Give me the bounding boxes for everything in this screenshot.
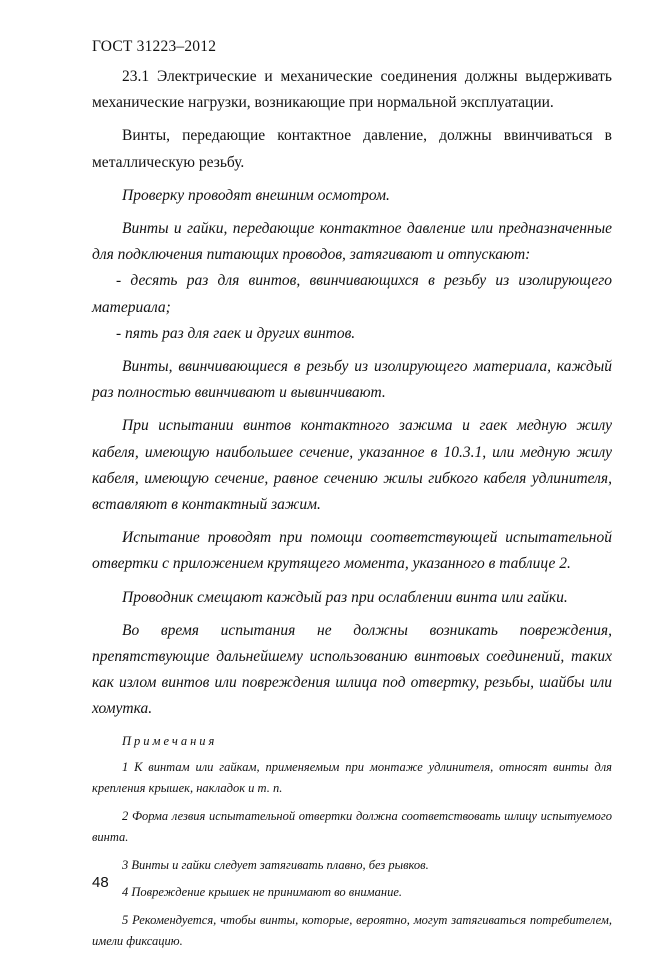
paragraph-conductor-shift: Проводник смещают каждый раз при ослаблении винта или гайки. — [122, 588, 568, 606]
paragraph-23-1: 23.1 Электрические и механические соединения должны выдерживать механические нагрузки, возникающие при нормальной эксплуатации. — [92, 68, 612, 112]
page-number: 48 — [92, 874, 109, 891]
note-item: 2 Форма лезвия испытательной отвертки должна соответствовать шлицу испытуемого винта. — [92, 808, 612, 845]
standard-code-header: ГОСТ 31223–2012 — [92, 38, 217, 55]
paragraph-cable-core: При испытании винтов контактного зажима и гаек медную жилу кабеля, имеющую наибольшее сечение, указанное в 10.3.1, или медную жилу кабеля, имеющую сечение, равное сечению жилы гибкого кабеля удлинителя, вставляют в контактный зажим. — [92, 417, 612, 514]
paragraph-metal-thread: Винты, передающие контактное давление, должны ввинчиваться в металлическую резьбу. — [92, 127, 612, 171]
paragraph-no-damage: Во время испытания не должны возникать повреждения, препятствующие дальнейшему использованию винтовых соединений, таких как излом винтов или повреждения шлица под отвертку, резьбы, шайбы или хомутка. — [92, 621, 612, 718]
note-item: 4 Повреждение крышек не принимают во внимание. — [122, 885, 402, 900]
list-item-five-times: - пять раз для гаек и других винтов. — [116, 324, 356, 342]
document-body — [92, 64, 612, 953]
paragraph-fully-screwed: Винты, ввинчивающиеся в резьбу из изолирующего материала, каждый раз полностью ввинчивают и вывинчивают. — [92, 358, 612, 402]
note-item: 5 Рекомендуется, чтобы винты, которые, вероятно, могут затягиваться потребителем, имели фиксацию. — [92, 912, 612, 949]
list-item-ten-times: - десять раз для винтов, ввинчивающихся в резьбу из изолирующего материала; — [92, 272, 612, 316]
note-item: 1 К винтам или гайкам, применяемым при монтаже удлинителя, относят винты для крепления крышек, накладок и т. п. — [92, 759, 612, 796]
paragraph-inspection: Проверку проводят внешним осмотром. — [122, 186, 390, 204]
notes-title: Примечания — [122, 733, 218, 748]
note-item: 3 Винты и гайки следует затягивать плавно, без рывков. — [122, 857, 429, 872]
paragraph-tighten-loosen: Винты и гайки, передающие контактное давление или предназначенные для подключения питающих проводов, затягивают и отпускают: — [92, 220, 612, 264]
paragraph-test-screwdriver: Испытание проводят при помощи соответствующей испытательной отвертки с приложением крутящего момента, указанного в таблице 2. — [92, 529, 612, 573]
